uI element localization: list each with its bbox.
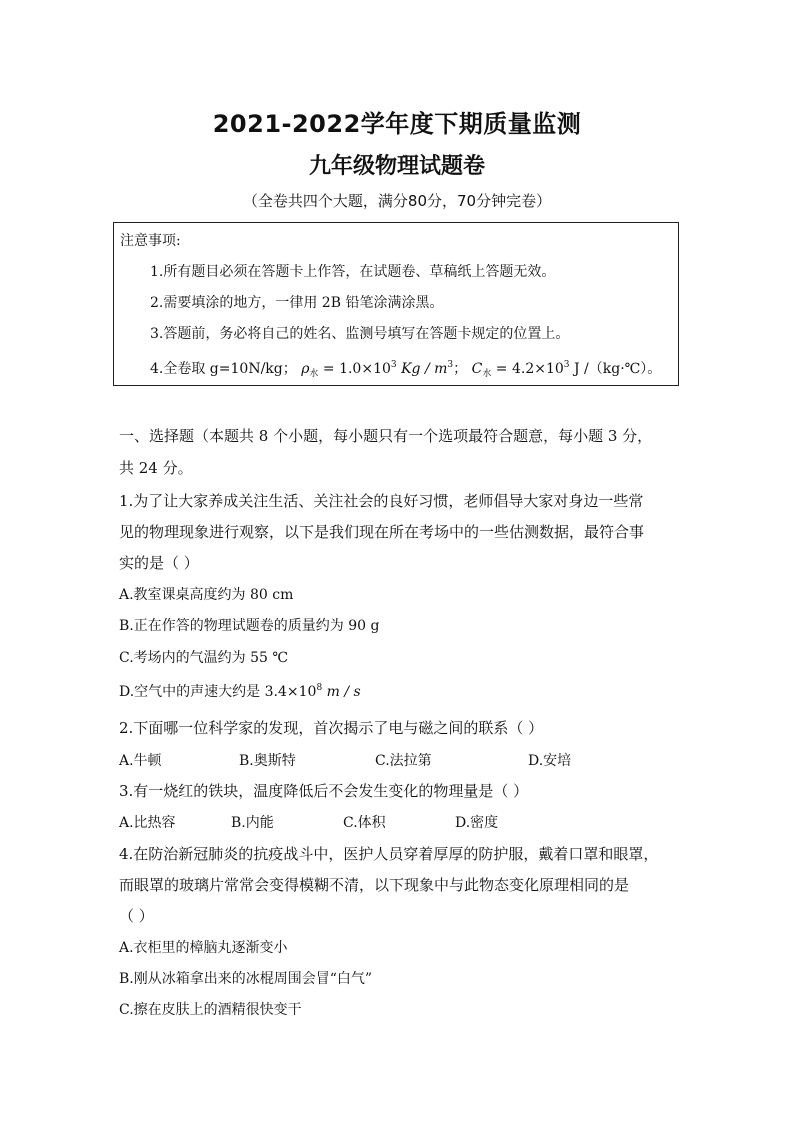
notice-item-3: 3.答题前，务必将自己的姓名、监测号填写在答题卡规定的位置上。 bbox=[150, 326, 570, 342]
rho-value: = 1.0×10 bbox=[318, 361, 391, 377]
q3-text: 3.有一烧红的铁块，温度降低后不会发生变化的物理量是（ ） bbox=[119, 782, 529, 800]
q4-option-a: A.衣柜里的樟脑丸逐渐变小 bbox=[119, 940, 288, 956]
rho-exponent: 3 bbox=[390, 360, 397, 370]
q3-option-d: D.密度 bbox=[455, 815, 499, 831]
section1-heading-line1: 一、选择题（本题共 8 个小题，每小题只有一个选项最符合题意，每小题 3 分， bbox=[119, 427, 653, 445]
water-subscript-c: 水 bbox=[482, 369, 492, 379]
q2-option-c: C.法拉第 bbox=[375, 753, 432, 769]
c-symbol: C bbox=[471, 361, 483, 377]
q1-option-a: A.教室课桌高度约为 80 cm bbox=[119, 587, 294, 603]
q1-option-d bbox=[119, 681, 361, 701]
exam-title: 2021-2022学年度下期质量监测 bbox=[212, 110, 582, 138]
rho-symbol: ρ bbox=[301, 361, 310, 377]
q4-line1: 4.在防治新冠肺炎的抗疫战斗中，医护人员穿着厚厚的防护服，戴着口罩和眼罩， bbox=[119, 845, 659, 863]
notice-item-1: 1.所有题目必须在答题卡上作答，在试题卷、草稿纸上答题无效。 bbox=[150, 264, 556, 280]
notice-heading: 注意事项: bbox=[120, 233, 181, 249]
q1-option-b: B.正在作答的物理试题卷的质量约为 90 g bbox=[119, 618, 380, 634]
q3-option-a: A.比热容 bbox=[119, 815, 176, 831]
c-exponent: 3 bbox=[563, 360, 570, 370]
q1-option-d-unit: m / s bbox=[322, 684, 361, 700]
c-unit: J /（kg·℃）。 bbox=[569, 361, 662, 377]
exam-info: （全卷共四个大题，满分80分，70分钟完卷） bbox=[242, 192, 552, 210]
c-value: = 4.2×10 bbox=[491, 361, 564, 377]
q4-option-c: C.擦在皮肤上的酒精很快变干 bbox=[119, 1002, 302, 1018]
notice-box bbox=[113, 222, 679, 386]
q1-line3: 实的是（ ） bbox=[119, 554, 199, 572]
notice-item-4-prefix: 4.全卷取 g=10N/kg； bbox=[150, 361, 297, 377]
q3-option-b: B.内能 bbox=[231, 815, 274, 831]
q4-option-b: B.刚从冰箱拿出来的冰棍周围会冒“白气” bbox=[119, 971, 373, 987]
rho-unit: Kg / m bbox=[401, 361, 448, 377]
q2-text: 2.下面哪一位科学家的发现，首次揭示了电与磁之间的联系（ ） bbox=[119, 719, 544, 737]
exam-subtitle: 九年级物理试题卷 bbox=[308, 154, 485, 179]
q1-option-d-exponent: 8 bbox=[316, 683, 323, 693]
water-subscript: 水 bbox=[309, 369, 319, 379]
notice-item-2: 2.需要填涂的地方，一律用 2B 铅笔涂满涂黑。 bbox=[150, 295, 444, 311]
q2-option-a: A.牛顿 bbox=[119, 753, 162, 769]
q4-line3: （ ） bbox=[119, 907, 154, 925]
q2-option-b: B.奥斯特 bbox=[239, 753, 296, 769]
q2-option-d: D.安培 bbox=[528, 753, 572, 769]
q1-line2: 见的物理现象进行观察，以下是我们现在所在考场中的一些估测数据，最符合事 bbox=[119, 523, 645, 541]
notice-separator: ； bbox=[453, 361, 468, 377]
q4-line2: 而眼罩的玻璃片常常会变得模糊不清，以下现象中与此物态变化原理相同的是 bbox=[119, 876, 630, 894]
q3-option-c: C.体积 bbox=[343, 815, 386, 831]
q1-line1: 1.为了让大家养成关注生活、关注社会的良好习惯，老师倡导大家对身边一些常 bbox=[119, 492, 644, 510]
notice-item-4 bbox=[150, 358, 661, 379]
section1-heading-line2: 共 24 分。 bbox=[119, 459, 193, 477]
q1-option-c: C.考场内的气温约为 55 ℃ bbox=[119, 650, 289, 666]
q1-option-d-prefix: D.空气中的声速大约是 3.4×10 bbox=[119, 684, 317, 700]
rho-unit-exponent: 3 bbox=[447, 360, 454, 370]
